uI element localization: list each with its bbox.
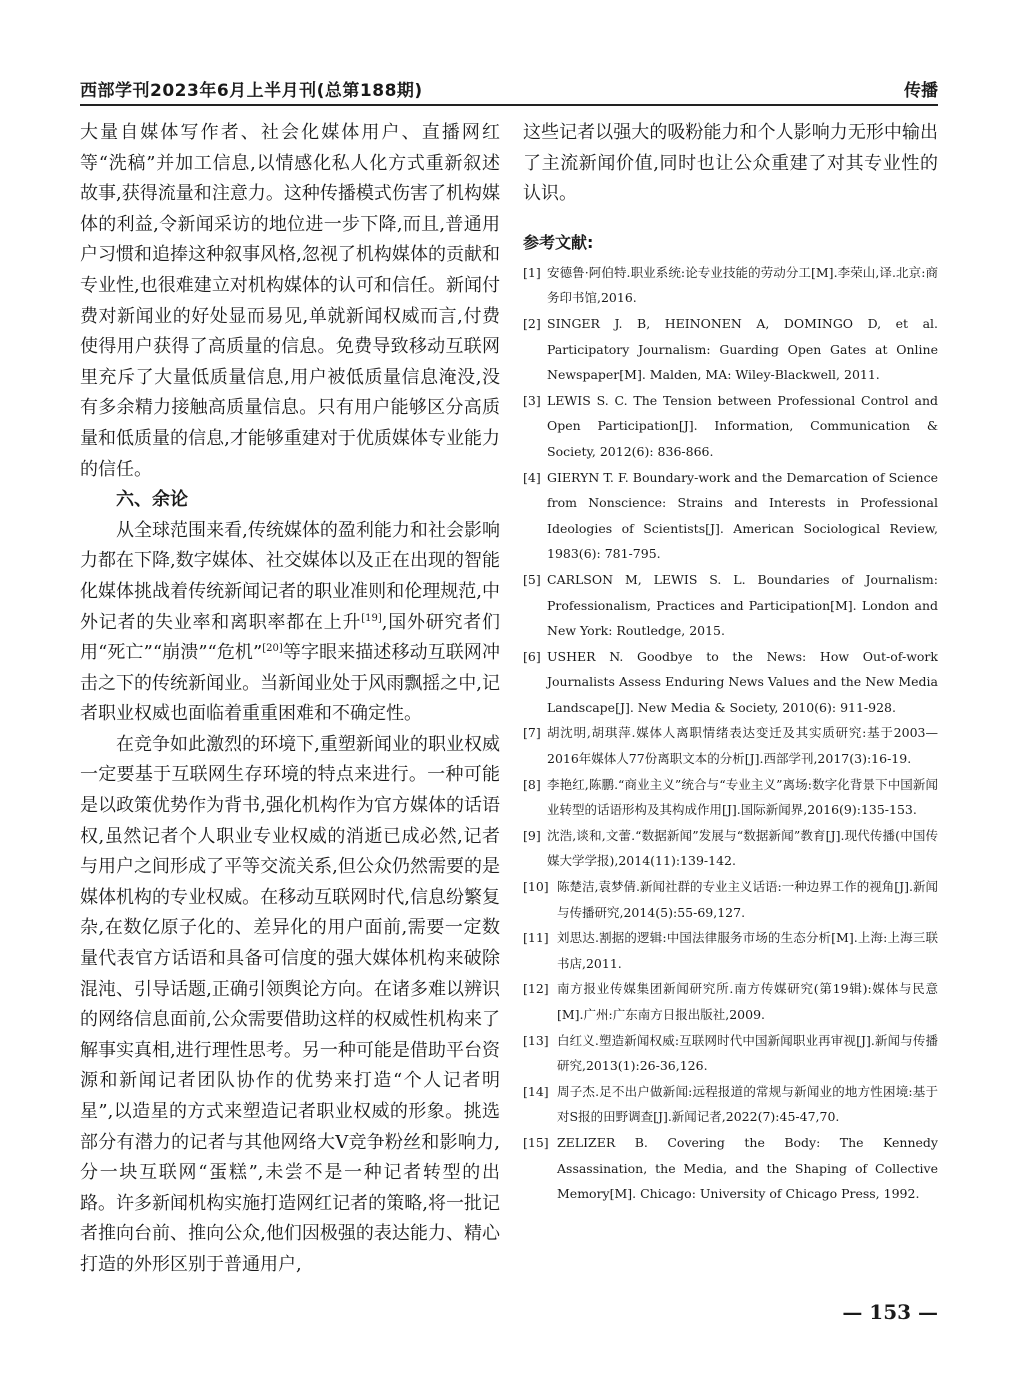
reference-number: [3] [523, 392, 541, 408]
reference-item [523, 644, 938, 721]
reference-item [523, 925, 938, 976]
reference-number: [10] [523, 879, 549, 895]
section-heading: 六、余论 [116, 489, 188, 511]
journal-title: 西部学刊2023年6月上半月刊(总第188期) [80, 81, 423, 101]
reference-number: [15] [523, 1134, 549, 1150]
body-paragraph [80, 516, 500, 730]
reference-text: 胡沈明,胡琪萍.媒体人离职情绪表达变迁及其实质研究:基于2003—2016年媒体人77份离职文本的分析[J].西部学刊,2017(3):16-19. [547, 725, 938, 767]
reference-item [523, 567, 938, 644]
reference-number: [14] [523, 1083, 549, 1099]
reference-item [523, 772, 938, 823]
reference-number: [1] [523, 264, 541, 280]
reference-number: [5] [523, 571, 541, 587]
reference-item [523, 1028, 938, 1079]
reference-text: 周子杰.足不出户做新闻:远程报道的常规与新闻业的地方性困境:基于对S报的田野调查[J].新闻记者,2022(7):45-47,70. [557, 1083, 938, 1125]
reference-text: GIERYN T. F. Boundary-work and the Demarcation of Science from Nonscience: Strains and Interests in Professional Ideologies of Scientists[J]. American Sociological Review, 1983(6): 781-795. [547, 469, 938, 562]
left-column [80, 118, 500, 1281]
reference-item [523, 720, 938, 771]
reference-number: [13] [523, 1032, 549, 1048]
reference-text: LEWIS S. C. The Tension between Professional Control and Open Participation[J]. Information, Communication & Society, 2012(6): 836-866. [547, 392, 938, 459]
reference-item [523, 1130, 938, 1207]
references-heading: 参考文献: [523, 232, 594, 252]
citation-marker: [19] [361, 612, 382, 624]
citation-marker: [20] [262, 643, 283, 655]
reference-item [523, 874, 938, 925]
reference-item [523, 1079, 938, 1130]
reference-item [523, 976, 938, 1027]
reference-text: 刘思达.割据的逻辑:中国法律服务市场的生态分析[M].上海:上海三联书店,2011. [557, 930, 938, 971]
reference-number: [12] [523, 981, 549, 997]
running-header [80, 70, 938, 106]
reference-number: [8] [523, 776, 541, 792]
reference-text: 沈浩,谈和,文蕾.“数据新闻”发展与“数据新闻”教育[J].现代传播(中国传媒大学学报),2014(11):139-142. [547, 827, 938, 869]
paragraph-text: 等字眼来描述移动互联网冲击之下的传统新闻业。当新闻业处于风雨飘摇之中,记者职业权威也面临着重重困难和不确定性。 [80, 642, 501, 725]
paragraph-text: 从全球范围来看,传统媒体的盈利能力和社会影响力都在下降,数字媒体、社交媒体以及正在出现的智能化媒体挑战着传统新闻记者的职业准则和伦理规范,中外记者的失业率和离职率都在上升 [80, 519, 500, 633]
reference-item [523, 388, 938, 465]
reference-number: [6] [523, 648, 541, 664]
reference-item [523, 823, 938, 874]
reference-text: USHER N. Goodbye to the News: How Out-of-work Journalists Assess Enduring News Values and the New Media Landscape[J]. New Media & Society, 2010(6): 911-928. [547, 648, 938, 715]
reference-number: [7] [523, 725, 541, 741]
right-column [523, 118, 938, 1207]
body-paragraph: 在竞争如此激烈的环境下,重塑新闻业的职业权威一定要基于互联网生存环境的特点来进行。一种可能是以政策优势作为背书,强化机构作为官方媒体的话语权,虽然记者个人职业专业权威的消逝已成必然,记者与用户之间形成了平等交流关系,但公众仍然需要的是媒体机构的专业权威。在移动互联网时代,信息纷繁复杂,在数亿原子化的、差异化的用户面前,需要一定数量代表官方话语和具备可信度的强大媒体机构来破除混沌、引导话题,正确引领舆论方向。在诸多难以辨识的网络信息面前,公众需要借助这样的权威性机构来了解事实真相,进行理性思考。另一种可能是借助平台资源和新闻记者团队协作的优势来打造“个人记者明星”,以造星的方式来塑造记者职业权威的形象。挑选部分有潜力的记者与其他网络大V竞争粉丝和影响力,分一块互联网“蛋糕”,未尝不是一种记者转型的出路。许多新闻机构实施打造网红记者的策略,将一批记者推向台前、推向公众,他们因极强的表达能力、精心打造的外形区别于普通用户, [80, 733, 500, 1275]
paragraph-text: ,国外研究者们用“死亡”“崩溃”“危机” [80, 611, 500, 664]
reference-text: 南方报业传媒集团新闻研究所.南方传媒研究(第19辑):媒体与民意[M].广州:广东南方日报出版社,2009. [557, 981, 938, 1022]
reference-text: ZELIZER B. Covering the Body: The Kennedy Assassination, the Media, and the Shaping of Collective Memory[M]. Chicago: University of Chicago Press, 1992. [557, 1134, 938, 1202]
body-paragraph: 这些记者以强大的吸粉能力和个人影响力无形中输出了主流新闻价值,同时也让公众重建了对其专业性的认识。 [523, 122, 938, 205]
reference-number: [2] [523, 315, 541, 331]
page-number: — 153 — [842, 1300, 938, 1324]
reference-item [523, 311, 938, 388]
reference-text: CARLSON M, LEWIS S. L. Boundaries of Journalism: Professionalism, Practices and Participation[M]. London and New York: Routledge, 2015. [547, 571, 938, 639]
reference-text: 陈楚洁,袁梦倩.新闻社群的专业主义话语:一种边界工作的视角[J].新闻与传播研究,2014(5):55-69,127. [557, 879, 938, 920]
reference-item [523, 260, 938, 311]
reference-number: [9] [523, 827, 541, 843]
reference-item [523, 465, 938, 567]
reference-text: 李艳红,陈鹏.“商业主义”统合与“专业主义”离场:数字化背景下中国新闻业转型的话语形构及其构成作用[J].国际新闻界,2016(9):135-153. [547, 776, 938, 818]
reference-text: 安德鲁·阿伯特.职业系统:论专业技能的劳动分工[M].李荣山,译.北京:商务印书馆,2016. [547, 264, 938, 306]
reference-text: 白红义.塑造新闻权威:互联网时代中国新闻职业再审视[J].新闻与传播研究,2013(1):26-36,126. [557, 1032, 938, 1074]
reference-number: [4] [523, 469, 541, 485]
section-name: 传播 [904, 81, 938, 101]
reference-text: SINGER J. B, HEINONEN A, DOMINGO D, et al. Participatory Journalism: Guarding Open Gates at Online Newspaper[M]. Malden, MA: Wiley-Blackwell, 2011. [547, 315, 938, 383]
body-paragraph: 大量自媒体写作者、社会化媒体用户、直播网红等“洗稿”并加工信息,以情感化私人化方式重新叙述故事,获得流量和注意力。这种传播模式伤害了机构媒体的利益,令新闻采访的地位进一步下降,而且,普通用户习惯和追捧这种叙事风格,忽视了机构媒体的贡献和专业性,也很难建立对机构媒体的认可和信任。新闻付费对新闻业的好处显而易见,单就新闻权威而言,付费使得用户获得了高质量的信息。免费导致移动互联网里充斥了大量低质量信息,用户被低质量信息淹没,没有多余精力接触高质量信息。只有用户能够区分高质量和低质量的信息,才能够重建对于优质媒体专业能力的信任。 [80, 122, 500, 480]
reference-number: [11] [523, 930, 549, 946]
